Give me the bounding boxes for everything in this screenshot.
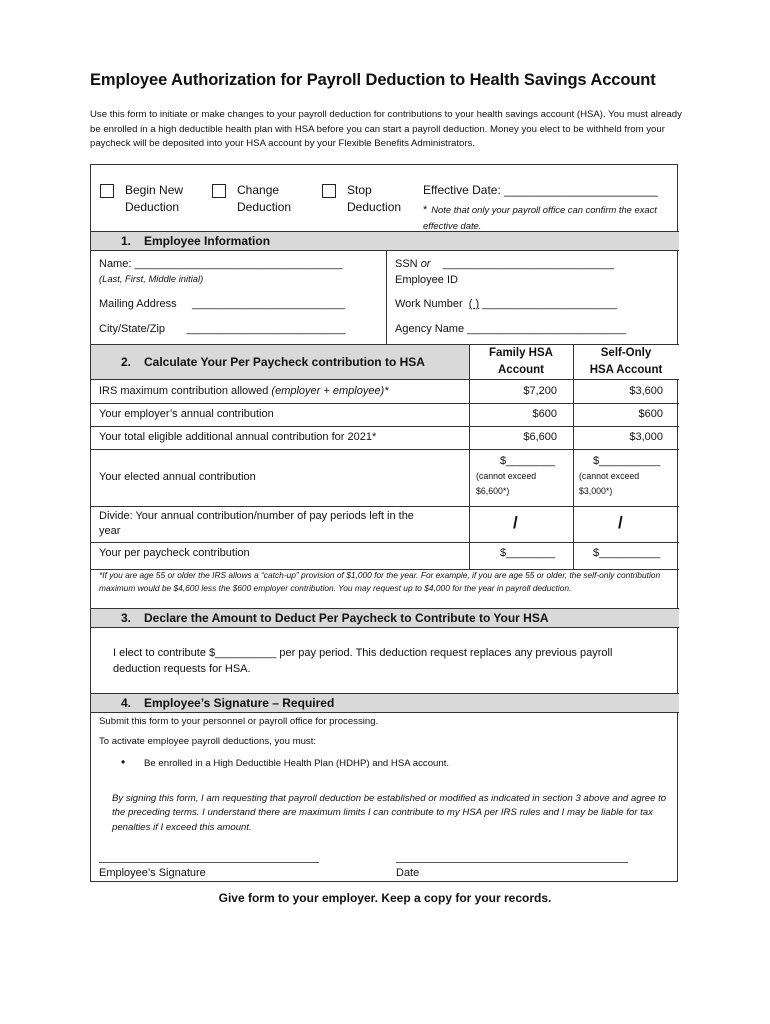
date-label: Date xyxy=(396,867,420,879)
irs-max-self: $3,600 xyxy=(629,385,663,397)
activate-instruction: To activate employee payroll deductions, you must: xyxy=(99,736,317,747)
family-hsa-header: Family HSA Account xyxy=(489,347,553,376)
elected-self-field[interactable]: $__________ xyxy=(593,455,661,467)
per-paycheck-family-field[interactable]: $________ xyxy=(500,547,556,559)
name-hint: (Last, First, Middle initial) xyxy=(99,273,204,284)
eligible-contribution-self: $3,000 xyxy=(629,431,663,443)
city-state-zip-field[interactable]: City/State/Zip __________________________ xyxy=(99,323,346,335)
begin-new-checkbox[interactable] xyxy=(100,184,114,198)
irs-max-family: $7,200 xyxy=(523,385,557,397)
employee-id-label: Employee ID xyxy=(395,274,458,286)
begin-new-label: Begin New Deduction xyxy=(125,183,184,214)
stop-label: Stop Deduction xyxy=(347,183,402,214)
row-line xyxy=(91,449,679,450)
elected-family-note: (cannot exceed $6,600*) xyxy=(476,471,537,496)
signature-line[interactable] xyxy=(99,862,319,863)
date-line[interactable] xyxy=(396,862,628,863)
change-checkbox[interactable] xyxy=(212,184,226,198)
section3-header: 3. Declare the Amount to Deduct Per Paycheck to Contribute to Your HSA xyxy=(91,608,679,628)
effective-note: * Note that only your payroll office can confirm the exact effective date. xyxy=(423,204,657,231)
eligible-contribution-family: $6,600 xyxy=(523,431,557,443)
col-divider-2 xyxy=(573,344,574,569)
footer-instruction: Give form to your employer. Keep a copy for your records. xyxy=(218,891,552,905)
row-line xyxy=(91,542,679,543)
eligible-contribution-label: Your total eligible additional annual contribution for 2021* xyxy=(99,431,377,443)
section3-election-text[interactable]: I elect to contribute $__________ per pay period. This deduction request replaces any previous payroll deduction requests for HSA. xyxy=(113,647,613,675)
hdhp-requirement: Be enrolled in a High Deductible Health Plan (HDHP) and HSA account. xyxy=(144,758,450,769)
change-label: Change Deduction xyxy=(237,183,292,214)
row-line xyxy=(91,506,679,507)
divide-self: / xyxy=(618,513,623,532)
ssn-field[interactable]: SSN or ____________________________ xyxy=(395,258,614,270)
form-box xyxy=(90,164,678,882)
divide-family: / xyxy=(513,513,518,532)
irs-max-label: IRS maximum contribution allowed (employer + employee)* xyxy=(99,385,389,397)
section1-header: 1. Employee Information xyxy=(91,231,679,251)
bullet-dot: • xyxy=(121,755,126,769)
section1-divider xyxy=(386,251,387,344)
per-paycheck-self-field[interactable]: $__________ xyxy=(593,547,661,559)
employer-contribution-family: $600 xyxy=(532,408,557,420)
divide-label: Divide: Your annual contribution/number of pay periods left in the year xyxy=(99,510,414,537)
effective-date-field[interactable]: Effective Date: _______________________ xyxy=(423,183,658,197)
employer-contribution-label: Your employer’s annual contribution xyxy=(99,408,274,420)
elected-self-note: (cannot exceed $3,000*) xyxy=(579,471,640,496)
row-line xyxy=(91,426,679,427)
col-divider-1 xyxy=(469,344,470,569)
per-paycheck-label: Your per paycheck contribution xyxy=(99,547,250,559)
signature-label: Employee’s Signature xyxy=(99,867,206,879)
catch-up-footnote: *If you are age 55 or older the IRS allows a “catch-up” provision of $1,000 for the year. For example, if you are age 55 or older, the self-only contribution maximum would be $4,600 less the $600 employer contribution. You may request up to $4,000 for the year in payroll deduction. xyxy=(99,570,661,593)
row-line xyxy=(91,403,679,404)
employer-contribution-self: $600 xyxy=(638,408,663,420)
intro-text: Use this form to initiate or make changes to your payroll deduction for contributions to your health savings account (HSA). You must already be enrolled in a high deductible health plan with HSA before you can start a payroll deduction. Money you elect to be withheld from your paycheck will be deposited into your HSA account by your Flexible Benefits Administrators. xyxy=(90,109,682,149)
elected-contribution-label: Your elected annual contribution xyxy=(99,471,256,483)
section2-header: 2. Calculate Your Per Paycheck contribution to HSA xyxy=(91,344,679,380)
section4-header: 4. Employee’s Signature – Required xyxy=(91,693,679,713)
page-title: Employee Authorization for Payroll Deduction to Health Savings Account xyxy=(90,71,656,89)
mailing-address-field[interactable]: Mailing Address _________________________ xyxy=(99,298,345,310)
agency-name-field[interactable]: Agency Name __________________________ xyxy=(395,323,627,335)
self-only-header: Self-Only HSA Account xyxy=(589,347,663,376)
work-number-field[interactable]: Work Number ( ) ______________________ xyxy=(395,298,617,310)
signature-declaration: By signing this form, I am requesting that payroll deduction be established or modified as indicated in section 3 above and agree to the preceding terms. I understand there are maximum limits I can contribute to my HSA per IRS rules and I may be liable for tax penalties if I exceed this amount. xyxy=(112,793,667,833)
submit-instruction: Submit this form to your personnel or payroll office for processing. xyxy=(99,716,379,727)
stop-checkbox[interactable] xyxy=(322,184,336,198)
elected-family-field[interactable]: $________ xyxy=(500,455,556,467)
name-field[interactable]: Name: __________________________________ xyxy=(99,258,343,270)
